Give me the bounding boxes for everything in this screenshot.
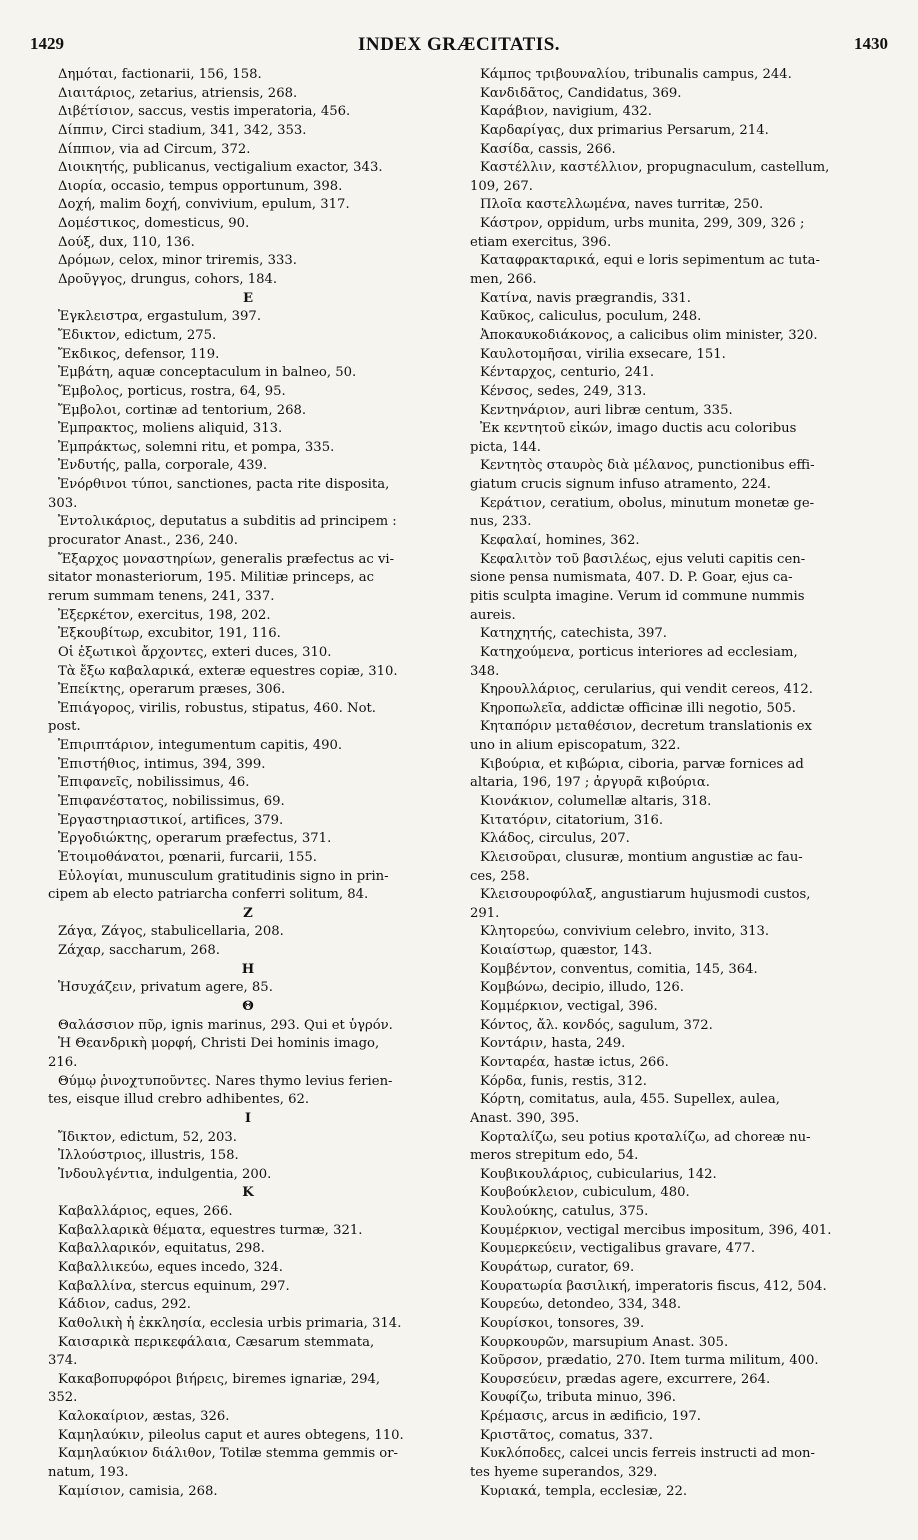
index-entry: Κουφίζω, tributa minuo, 396. xyxy=(480,1390,677,1406)
index-entry: Κακαβοπυρφόροι βιήρεις, biremes ignariæ, 294, xyxy=(58,1371,381,1387)
index-entry: Κόντος, ἄλ. κονδός, sagulum, 372. xyxy=(480,1017,713,1033)
index-entry: Καράβιον, navigium, 432. xyxy=(480,104,652,120)
index-entry-continuation: tes hyeme superandos, 329. xyxy=(470,1465,658,1481)
index-entry: Καλοκαίριον, æstas, 326. xyxy=(58,1409,230,1425)
index-entry: Κρέμασις, arcus in ædificio, 197. xyxy=(480,1409,701,1425)
index-entry: Ἐξερκέτον, exercitus, 198, 202. xyxy=(58,607,271,623)
index-entry-continuation: aureis. xyxy=(470,607,516,623)
index-entry: Ἐντολικάριος, deputatus a subditis ad principem : xyxy=(58,514,397,530)
index-entry: Καβαλλαρικόν, equitatus, 298. xyxy=(58,1241,265,1257)
index-entry-continuation: ces, 258. xyxy=(470,868,530,884)
index-entry: Διαιτάριος, zetarius, atriensis, 268. xyxy=(58,85,298,101)
index-entry: Κένσος, sedes, 249, 313. xyxy=(480,383,647,399)
index-entry: Κάμπος τριβουναλίου, tribunalis campus, 244. xyxy=(480,67,792,82)
index-entry-continuation: sione pensa numismata, 407. D. P. Goar, ejus ca- xyxy=(470,570,793,586)
index-entry-continuation: 109, 267. xyxy=(470,178,533,194)
index-entry: Ἴδικτον, edictum, 52, 203. xyxy=(58,1129,238,1145)
index-entry-continuation: 291. xyxy=(470,905,500,921)
index-entry: Κλεισοῦραι, clusuræ, montium angustiæ ac fau- xyxy=(480,849,803,865)
index-entry: Ἔξαρχος μοναστηρίων, generalis præfectus ac vi- xyxy=(58,551,395,567)
index-entry: Κομβώνω, decipio, illudo, 126. xyxy=(480,980,685,996)
letter-heading: Z xyxy=(243,905,253,921)
index-entry: Κουβούκλειον, cubiculum, 480. xyxy=(480,1185,690,1201)
index-entry: Κιβούρια, et κιβώρια, ciboria, parvæ fornices ad xyxy=(480,756,804,772)
index-entry: Πλοῖα καστελλωμένα, naves turritæ, 250. xyxy=(480,197,764,213)
page-number-right: 1430 xyxy=(854,34,888,53)
index-entry: Ἐπιστήθιος, intimus, 394, 399. xyxy=(58,756,266,772)
index-entry-continuation: pitis sculpta imagine. Verum id commune nummis xyxy=(470,588,805,604)
index-entry: Ζάχαρ, saccharum, 268. xyxy=(58,943,220,959)
index-entry: Κουλούκης, catulus, 375. xyxy=(480,1204,649,1220)
index-entry: Καρδαρίγας, dux primarius Persarum, 214. xyxy=(480,122,769,138)
index-entry: Κλάδος, circulus, 207. xyxy=(480,831,630,847)
index-entry: Καθολικὴ ἡ ἐκκλησία, ecclesia urbis primaria, 314. xyxy=(58,1315,402,1331)
index-entry-continuation: procurator Anast., 236, 240. xyxy=(48,533,238,549)
index-entry: Καβαλλαρικὰ θέματα, equestres turmæ, 321. xyxy=(58,1222,363,1238)
index-entry: Κεφαλιτὸν τοῦ βασιλέως, ejus veluti capitis cen- xyxy=(480,551,806,567)
index-entry: Εὐλογίαι, munusculum gratitudinis signo in prin- xyxy=(58,868,389,884)
index-entry: Κουρκουρῶν, marsupium Anast. 305. xyxy=(480,1334,729,1350)
index-entry: Κεράτιον, ceratium, obolus, minutum monetæ ge- xyxy=(480,495,815,511)
index-entry: Κεφαλαί, homines, 362. xyxy=(480,533,640,549)
index-entry: Διβέτίσιον, saccus, vestis imperatoria, 456. xyxy=(58,104,351,120)
index-entry: Ἔκδικος, defensor, 119. xyxy=(58,346,220,362)
index-entry: Κυριακά, templa, ecclesiæ, 22. xyxy=(480,1483,688,1499)
index-entry: Ἐπιφανεῖς, nobilissimus, 46. xyxy=(58,775,250,791)
index-entry-continuation: etiam exercitus, 396. xyxy=(470,234,612,250)
index-entry-continuation: altaria, 196, 197 ; ἀργυρᾶ κιβούρια. xyxy=(470,775,710,791)
index-entry: Κουρατωρία βασιλική, imperatoris fiscus, 412, 504. xyxy=(480,1278,827,1294)
index-entry: Ἐργαστηριαστικοί, artifices, 379. xyxy=(58,812,284,828)
index-entry: Καμηλαύκιν, pileolus caput et aures obtegens, 110. xyxy=(58,1427,404,1443)
index-entry: Θαλάσσιον πῦρ, ignis marinus, 293. Qui et ὑγρόν. xyxy=(58,1017,393,1033)
index-entry: Ἰνδουλγέντια, indulgentia, 200. xyxy=(58,1166,272,1182)
index-entry: Κιονάκιον, columellæ altaris, 318. xyxy=(480,793,712,809)
index-entry: Ἔδικτον, edictum, 275. xyxy=(58,327,217,343)
index-entry-continuation: 303. xyxy=(48,495,78,511)
index-entry: Ἐπιάγορος, virilis, robustus, stipatus, 460. Not. xyxy=(58,700,377,716)
index-entry: Δομέστικος, domesticus, 90. xyxy=(58,216,250,232)
index-entry: Κατηχητής, catechista, 397. xyxy=(480,626,667,642)
index-entry: Ἑτοιμοθάνατοι, pœnarii, furcarii, 155. xyxy=(58,849,317,865)
index-entry: Ἔμβολοι, cortinæ ad tentorium, 268. xyxy=(58,402,307,418)
index-entry-continuation: nus, 233. xyxy=(470,514,532,530)
index-entry-continuation: 216. xyxy=(48,1054,78,1070)
index-entry: Κουμέρκιον, vectigal mercibus impositum, 396, 401. xyxy=(480,1222,832,1238)
index-entry: Καμίσιον, camisia, 268. xyxy=(58,1483,218,1499)
index-entry: Κορταλίζω, seu potius κροταλίζω, ad choreæ nu- xyxy=(480,1129,811,1145)
index-entry: Κουρσεύειν, prædas agere, excurrere, 264. xyxy=(480,1371,771,1387)
index-entry: Ἐπιφανέστατος, nobilissimus, 69. xyxy=(58,793,285,809)
page-number-left: 1429 xyxy=(30,34,64,53)
index-entry: Ἡ Θεανδρικὴ μορφή, Christi Dei hominis imago, xyxy=(58,1036,380,1052)
index-entry: Κομβέντον, conventus, comitia, 145, 364. xyxy=(480,961,758,977)
letter-heading: H xyxy=(241,961,255,977)
right-column xyxy=(470,66,877,1501)
index-entry: Κόρδα, funis, restis, 312. xyxy=(480,1073,647,1089)
index-entry: Ἡσυχάζειν, privatum agere, 85. xyxy=(58,980,273,996)
index-entry: Τὰ ἔξω καβαλαρικά, exteræ equestres copiæ, 310. xyxy=(58,663,398,679)
index-entry: Καστέλλιν, καστέλλιον, propugnaculum, castellum, xyxy=(480,160,830,176)
index-entry: Κάστρον, oppidum, urbs munita, 299, 309, 326 ; xyxy=(480,216,805,232)
index-entry: Δίππιον, via ad Circum, 372. xyxy=(58,141,251,157)
index-entry: Κατίνα, navis prægrandis, 331. xyxy=(480,290,691,306)
index-entry-continuation: 348. xyxy=(470,663,500,679)
index-entry: Θύμῳ ῥινοχτυποῦντες. Nares thymo levius ferien- xyxy=(58,1073,393,1089)
index-entry: Ἐκ κεντητοῦ εἰκών, imago ductis acu coloribus xyxy=(480,421,797,437)
index-entry: Καισαρικὰ περικεφάλαια, Cæsarum stemmata, xyxy=(58,1334,375,1350)
index-entry: Καβαλλικεύω, eques incedo, 324. xyxy=(58,1260,283,1275)
index-entry: Κεντηνάριον, auri libræ centum, 335. xyxy=(480,402,733,418)
running-title: INDEX GRÆCITATIS. xyxy=(357,34,561,55)
index-entry: Κόρτη, comitatus, aula, 455. Supellex, aulea, xyxy=(480,1092,780,1108)
index-entry: Καῦκος, caliculus, poculum, 248. xyxy=(480,309,702,325)
index-entry-continuation: natum, 193. xyxy=(48,1465,129,1481)
index-entry-continuation: post. xyxy=(48,719,81,735)
index-entry: Ἐξκουβίτωρ, excubitor, 191, 116. xyxy=(58,626,281,642)
index-entry: Κυκλόποδες, calcei uncis ferreis instructi ad mon- xyxy=(480,1446,816,1462)
index-entry: Κουρίσκοι, tonsores, 39. xyxy=(480,1315,645,1331)
index-entry: Δούξ, dux, 110, 136. xyxy=(58,234,195,250)
index-entry: Κηρουλλάριος, cerularius, qui vendit cereos, 412. xyxy=(480,682,813,698)
index-entry: Διοικητής, publicanus, vectigalium exactor, 343. xyxy=(58,160,383,176)
index-entry: Κομμέρκιον, vectigal, 396. xyxy=(480,999,658,1015)
index-entry: Ἐμπράκτως, solemni ritu, et pompa, 335. xyxy=(58,439,335,455)
index-entry: Ἔμβολος, porticus, rostra, 64, 95. xyxy=(58,383,286,399)
index-entry-continuation: men, 266. xyxy=(470,272,537,288)
index-entry-continuation: uno in alium episcopatum, 322. xyxy=(470,738,681,754)
index-entry: Ἰλλούστριος, illustris, 158. xyxy=(58,1148,239,1164)
index-entry: Κλεισουροφύλαξ, angustiarum hujusmodi custos, xyxy=(480,887,811,903)
page-header xyxy=(30,34,888,60)
index-entry: Ἐπιριπτάριον, integumentum capitis, 490. xyxy=(58,738,343,754)
letter-heading: K xyxy=(242,1185,254,1201)
index-entry: Κοιαίστωρ, quæstor, 143. xyxy=(480,943,653,959)
index-entry-continuation: giatum crucis signum infuso atramento, 224. xyxy=(470,477,771,493)
index-entry-continuation: meros strepitum edo, 54. xyxy=(470,1148,639,1164)
letter-heading: Θ xyxy=(242,999,254,1015)
index-entry: Δροῦγγος, drungus, cohors, 184. xyxy=(58,272,278,288)
index-entry: Κουρεύω, detondeo, 334, 348. xyxy=(480,1297,682,1313)
index-entry: Καβαλλάριος, eques, 266. xyxy=(58,1204,233,1220)
index-entry: Κηταπόριν μεταθέσιον, decretum translationis ex xyxy=(480,719,812,735)
index-entry-continuation: Anast. 390, 395. xyxy=(470,1110,580,1126)
letter-heading: I xyxy=(244,1110,252,1126)
index-entry: Κλητορεύω, convivium celebro, invito, 313. xyxy=(480,924,770,940)
index-entry: Κιτατόριν, citatorium, 316. xyxy=(480,812,664,828)
index-entry: Κένταρχος, centurio, 241. xyxy=(480,365,655,381)
index-entry: Καβαλλίνα, stercus equinum, 297. xyxy=(58,1278,290,1294)
index-entry-continuation: picta, 144. xyxy=(470,439,541,455)
index-entry: Ἐνόρθινοι τύποι, sanctiones, pacta rite disposita, xyxy=(58,477,390,493)
index-entry: Κηροπωλεῖα, addictæ officinæ illi negotio, 505. xyxy=(480,700,796,716)
index-entry: Κατηχούμενα, porticus interiores ad ecclesiam, xyxy=(480,644,798,660)
letter-heading: E xyxy=(242,290,254,306)
index-entry-continuation: tes, eisque illud crebro adhibentes, 62. xyxy=(48,1092,310,1108)
index-entry: Οἱ ἐξωτικοὶ ἄρχοντες, exteri duces, 310. xyxy=(58,644,332,660)
index-entry: Ζάγα, Ζάγος, stabulicellaria, 208. xyxy=(58,924,284,940)
index-entry: Δημόται, factionarii, 156, 158. xyxy=(58,67,262,82)
index-entry: Καταφρακταρικά, equi e loris sepimentum ac tuta- xyxy=(480,253,820,269)
index-entry: Κανδιδᾶτος, Candidatus, 369. xyxy=(480,85,682,101)
index-entry: Ἐργοδιώκτης, operarum præfectus, 371. xyxy=(58,831,332,847)
index-entry: Κουμερκεύειν, vectigalibus gravare, 477. xyxy=(480,1241,756,1257)
index-entry: Ἐνδυτής, palla, corporale, 439. xyxy=(58,458,268,474)
index-entry: Δίππιν, Circi stadium, 341, 342, 353. xyxy=(58,122,307,138)
index-entry: Κουράτωρ, curator, 69. xyxy=(480,1260,635,1275)
index-entry: Κονταρέα, hastæ ictus, 266. xyxy=(480,1054,669,1070)
index-entry-continuation: 352. xyxy=(48,1390,78,1406)
index-entry: Δρόμων, celox, minor triremis, 333. xyxy=(58,253,297,269)
index-entry: Κάδιον, cadus, 292. xyxy=(58,1297,191,1313)
index-entry: Κοῦρσον, prædatio, 270. Item turma militum, 400. xyxy=(480,1353,819,1369)
index-entry: Ἐπείκτης, operarum præses, 306. xyxy=(58,682,286,698)
index-entry: Ἐμβάτη, aquæ conceptaculum in balneo, 50. xyxy=(58,365,357,381)
index-entry-continuation: rerum summam tenens, 241, 337. xyxy=(48,588,275,604)
index-entry-continuation: sitator monasteriorum, 195. Militiæ princeps, ac xyxy=(48,570,375,586)
index-entry-continuation: 374. xyxy=(48,1353,78,1369)
index-entry: Ἀποκαυκοδιάκονος, a calicibus olim minister, 320. xyxy=(480,327,818,343)
left-column xyxy=(48,66,448,1501)
index-entry: Κουβικουλάριος, cubicularius, 142. xyxy=(480,1166,717,1182)
index-entry: Ἐγκλειστρα, ergastulum, 397. xyxy=(58,309,262,325)
index-entry: Ἐμπρακτος, moliens aliquid, 313. xyxy=(58,421,283,437)
index-entry: Καυλοτομῆσαι, virilia exsecare, 151. xyxy=(480,346,726,362)
index-entry: Κριστᾶτος, comatus, 337. xyxy=(480,1427,653,1443)
index-entry: Κοντάριν, hasta, 249. xyxy=(480,1036,626,1052)
index-entry: Κασίδα, cassis, 266. xyxy=(480,141,616,157)
index-entry: Κεντητὸς σταυρὸς διὰ μέλανος, punctionibus effi- xyxy=(480,458,815,474)
index-entry-continuation: cipem ab electo patriarcha conferri solitum, 84. xyxy=(48,887,369,903)
index-entry: Δοχή, malim δοχή, convivium, epulum, 317. xyxy=(58,197,350,213)
index-entry: Διορία, occasio, tempus opportunum, 398. xyxy=(58,178,343,194)
index-entry: Καμηλαύκιον διάλιθον, Totilæ stemma gemmis or- xyxy=(58,1446,398,1462)
